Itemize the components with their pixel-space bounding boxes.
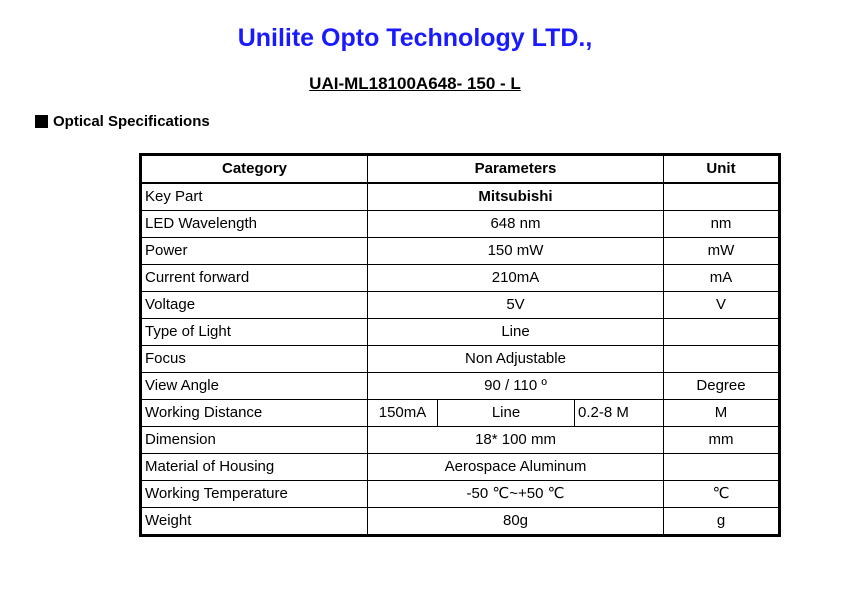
row-category: Weight bbox=[141, 508, 368, 536]
table-row bbox=[141, 319, 780, 346]
table-row bbox=[141, 183, 780, 211]
header-parameters: Parameters bbox=[368, 155, 664, 184]
table-row bbox=[141, 427, 780, 454]
row-unit: V bbox=[664, 292, 780, 319]
row-parameter: Line bbox=[368, 319, 664, 346]
row-parameter: 210mA bbox=[368, 265, 664, 292]
row-unit: ℃ bbox=[664, 481, 780, 508]
table-row bbox=[141, 211, 780, 238]
row-parameter: 648 nm bbox=[368, 211, 664, 238]
row-unit bbox=[664, 319, 780, 346]
header-unit: Unit bbox=[664, 155, 780, 184]
row-category: Dimension bbox=[141, 427, 368, 454]
optical-specifications-table bbox=[139, 153, 781, 537]
row-unit: Degree bbox=[664, 373, 780, 400]
row-parameter: -50 ℃~+50 ℃ bbox=[368, 481, 664, 508]
table-row bbox=[141, 238, 780, 265]
section-heading bbox=[35, 113, 210, 130]
row-category: View Angle bbox=[141, 373, 368, 400]
row-parameter: 18* 100 mm bbox=[368, 427, 664, 454]
row-unit: mm bbox=[664, 427, 780, 454]
table-header-row bbox=[141, 155, 780, 184]
row-parameter-light: Line bbox=[438, 400, 575, 427]
row-unit bbox=[664, 454, 780, 481]
row-unit: M bbox=[664, 400, 780, 427]
row-category: Current forward bbox=[141, 265, 368, 292]
square-bullet-icon bbox=[35, 115, 48, 128]
row-unit bbox=[664, 183, 780, 211]
table-row bbox=[141, 373, 780, 400]
row-category: Key Part bbox=[141, 183, 368, 211]
row-unit: g bbox=[664, 508, 780, 536]
row-category: Type of Light bbox=[141, 319, 368, 346]
table-row bbox=[141, 292, 780, 319]
header-category: Category bbox=[141, 155, 368, 184]
row-parameter: 90 / 110 º bbox=[368, 373, 664, 400]
row-category: Voltage bbox=[141, 292, 368, 319]
row-category: Material of Housing bbox=[141, 454, 368, 481]
company-title: Unilite Opto Technology LTD., bbox=[237, 24, 593, 52]
row-category: Working Temperature bbox=[141, 481, 368, 508]
row-category: Working Distance bbox=[141, 400, 368, 427]
section-heading-label: Optical Specifications bbox=[53, 113, 210, 130]
row-parameter: Non Adjustable bbox=[368, 346, 664, 373]
table-row bbox=[141, 346, 780, 373]
model-number: UAI-ML18100A648- 150 - L bbox=[309, 74, 521, 93]
table-row bbox=[141, 454, 780, 481]
table-row bbox=[141, 481, 780, 508]
row-category: Power bbox=[141, 238, 368, 265]
row-unit: nm bbox=[664, 211, 780, 238]
row-unit: mA bbox=[664, 265, 780, 292]
row-parameter: Aerospace Aluminum bbox=[368, 454, 664, 481]
row-category: Focus bbox=[141, 346, 368, 373]
row-parameter: 150 mW bbox=[368, 238, 664, 265]
row-unit bbox=[664, 346, 780, 373]
row-parameter: 80g bbox=[368, 508, 664, 536]
row-unit: mW bbox=[664, 238, 780, 265]
row-category: LED Wavelength bbox=[141, 211, 368, 238]
table-row bbox=[141, 400, 780, 427]
row-parameter-distance: 0.2-8 M bbox=[575, 400, 664, 427]
table-row bbox=[141, 508, 780, 536]
row-parameter: 5V bbox=[368, 292, 664, 319]
row-parameter: Mitsubishi bbox=[368, 183, 664, 211]
row-parameter-current: 150mA bbox=[368, 400, 438, 427]
table-row bbox=[141, 265, 780, 292]
